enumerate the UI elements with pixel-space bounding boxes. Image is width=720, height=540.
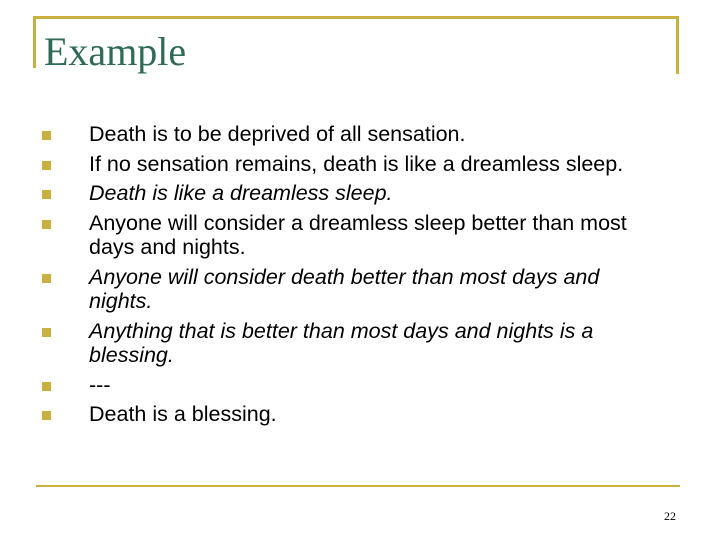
frame-left-rule [33, 16, 36, 68]
bullet-item [42, 265, 662, 314]
frame-top-rule [33, 16, 679, 19]
square-bullet-icon [42, 220, 51, 229]
bullet-text: Anyone will consider a dreamless sleep better than most days and nights. [89, 210, 627, 259]
bullet-item [42, 211, 662, 260]
bullet-item [42, 152, 662, 177]
bullet-text: Death is a blessing. [89, 402, 277, 426]
frame-right-rule [676, 16, 679, 74]
square-bullet-icon [42, 382, 51, 391]
bullet-text: Death is to be deprived of all sensation. [89, 122, 466, 146]
bullet-list [42, 122, 662, 432]
square-bullet-icon [42, 274, 51, 283]
slide-number: 22 [664, 509, 676, 523]
square-bullet-icon [42, 131, 51, 140]
bullet-text: Death is like a dreamless sleep. [89, 181, 393, 205]
slide-title: Example [44, 26, 190, 78]
square-bullet-icon [42, 161, 51, 170]
bullet-text: If no sensation remains, death is like a dreamless sleep. [89, 151, 624, 176]
bullet-text: --- [89, 372, 111, 397]
bullet-item [42, 373, 662, 398]
bullet-text: Anyone will consider death better than most days and nights. [89, 264, 600, 313]
bullet-item [42, 402, 662, 427]
square-bullet-icon [42, 328, 51, 337]
square-bullet-icon [42, 411, 51, 420]
frame-bottom-rule [36, 485, 680, 487]
bullet-item [42, 319, 662, 368]
bullet-item [42, 181, 662, 206]
square-bullet-icon [42, 190, 51, 199]
bullet-text: Anything that is better than most days and nights is a blessing. [89, 318, 594, 367]
bullet-item [42, 122, 662, 147]
